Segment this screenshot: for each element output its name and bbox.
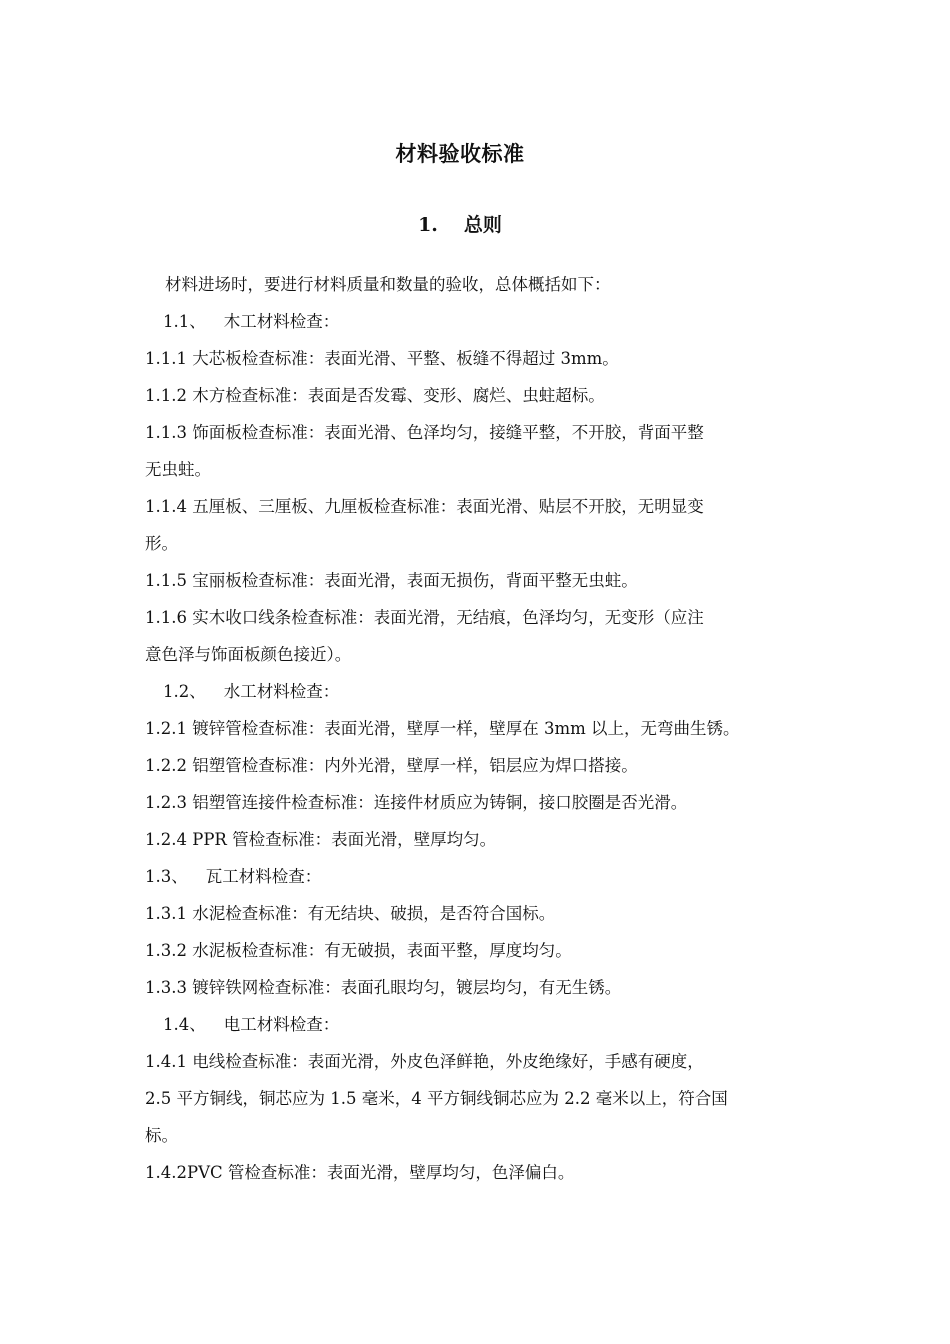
- list-item-continuation: 无虫蛀。: [145, 460, 211, 479]
- list-item: 1.4.2PVC 管检查标准：表面光滑，壁厚均匀，色泽偏白。: [145, 1163, 575, 1182]
- list-item-continuation: 2.5 平方铜线，铜芯应为 1.5 毫米，4 平方铜线铜芯应为 2.2 毫米以上，符合国: [145, 1089, 728, 1108]
- list-item: 1.3.3 镀锌铁网检查标准：表面孔眼均匀，镀层均匀，有无生锈。: [145, 978, 622, 997]
- list-item: 1.2.2 铝塑管检查标准：内外光滑，壁厚一样，铝层应为焊口搭接。: [145, 756, 638, 775]
- section-title: 总则: [463, 214, 502, 236]
- list-item: 1.3.1 水泥检查标准：有无结块、破损，是否符合国标。: [145, 904, 556, 923]
- list-item-continuation: 形。: [145, 534, 178, 553]
- list-item: 1.2.4 PPR 管检查标准：表面光滑，壁厚均匀。: [145, 830, 497, 849]
- list-item: 1.1.3 饰面板检查标准：表面光滑、色泽均匀，接缝平整，不开胶，背面平整: [145, 423, 704, 442]
- document-title: 材料验收标准: [395, 142, 525, 166]
- list-item: 1.1.1 大芯板检查标准：表面光滑、平整、板缝不得超过 3mm。: [145, 349, 619, 368]
- intro-paragraph: 材料进场时，要进行材料质量和数量的验收，总体概括如下：: [165, 275, 611, 294]
- subsection-heading-masonry: 1.3、 瓦工材料检查：: [145, 867, 322, 886]
- list-item: 1.2.1 镀锌管检查标准：表面光滑，壁厚一样，壁厚在 3mm 以上，无弯曲生锈。: [145, 719, 740, 738]
- list-item: 1.1.2 木方检查标准：表面是否发霉、变形、腐烂、虫蛀超标。: [145, 386, 605, 405]
- list-item: 1.1.5 宝丽板检查标准：表面光滑，表面无损伤，背面平整无虫蛀。: [145, 571, 638, 590]
- list-item: 1.3.2 水泥板检查标准：有无破损，表面平整，厚度均匀。: [145, 941, 572, 960]
- list-item: 1.1.6 实木收口线条检查标准：表面光滑，无结痕，色泽均匀，无变形（应注: [145, 608, 704, 627]
- list-item-continuation: 意色泽与饰面板颜色接近）。: [145, 645, 352, 664]
- section-heading: [0, 210, 920, 237]
- list-item: 1.2.3 铝塑管连接件检查标准：连接件材质应为铸铜，接口胶圈是否光滑。: [145, 793, 688, 812]
- document-body: [145, 266, 835, 1191]
- subsection-heading-electrical: 1.4、 电工材料检查：: [163, 1015, 340, 1034]
- list-item: 1.1.4 五厘板、三厘板、九厘板检查标准：表面光滑、贴层不开胶，无明显变: [145, 497, 704, 516]
- section-number: 1.: [418, 214, 438, 236]
- subsection-heading-carpentry: 1.1、 木工材料检查：: [163, 312, 340, 331]
- subsection-heading-plumbing: 1.2、 水工材料检查：: [163, 682, 340, 701]
- list-item: 1.4.1 电线检查标准：表面光滑，外皮色泽鲜艳，外皮绝缘好，手感有硬度，: [145, 1052, 704, 1071]
- list-item-continuation: 标。: [145, 1126, 178, 1145]
